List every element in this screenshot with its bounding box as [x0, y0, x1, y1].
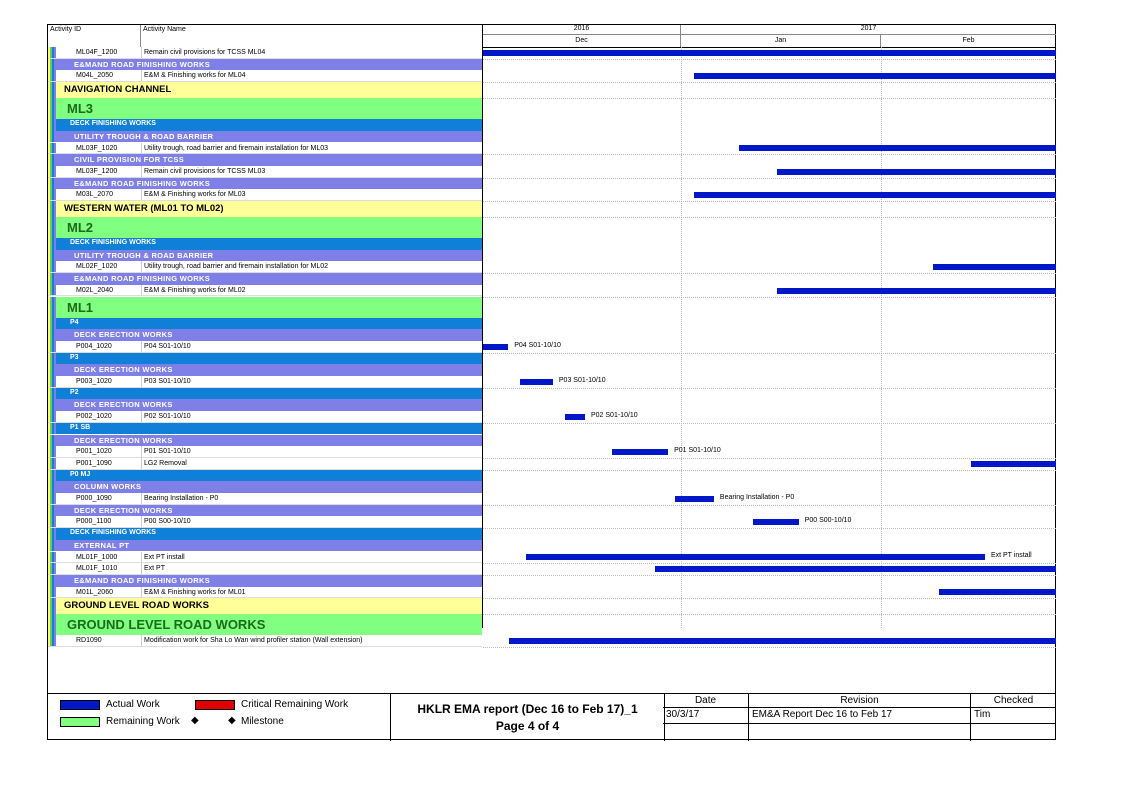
outline-stripes [48, 329, 58, 341]
activity-row[interactable] [48, 552, 482, 564]
row-gridline [483, 217, 1056, 218]
month-gridline [681, 47, 682, 628]
wbs-group-row[interactable] [48, 119, 482, 131]
outline-stripes [48, 411, 58, 422]
activity-id: ML03F_1200 [76, 167, 118, 175]
timescale [483, 25, 1056, 48]
row-gridline [483, 388, 1056, 389]
activity-name: Remain civil provisions for TCSS ML04 [141, 47, 486, 58]
outline-stripes [48, 493, 58, 504]
wbs-section-row[interactable] [48, 598, 482, 614]
group-label: DECK FINISHING WORKS [70, 529, 156, 537]
revision-cell: EM&A Report Dec 16 to Feb 17 [749, 708, 971, 724]
activity-row[interactable] [48, 47, 482, 59]
gantt-bar[interactable] [694, 192, 1056, 198]
outline-stripes [48, 423, 58, 435]
row-gridline [483, 458, 1056, 459]
wbs-group-row[interactable] [48, 318, 482, 330]
wbs-section-row[interactable] [48, 201, 482, 217]
row-gridline [483, 647, 1056, 648]
outline-stripes [48, 47, 58, 58]
group-label: EXTERNAL PT [74, 540, 130, 550]
row-gridline [483, 528, 1056, 529]
year-2017: 2017 [681, 25, 1056, 35]
activity-name: E&M & Finishing works for ML03 [141, 189, 486, 200]
gantt-bar[interactable] [753, 519, 799, 525]
empty-cell [663, 724, 749, 741]
outline-stripes [48, 217, 58, 238]
activity-row[interactable] [48, 411, 482, 423]
gantt-bar[interactable] [939, 589, 1056, 595]
year-2016: 2016 [483, 25, 681, 35]
month-feb: Feb [962, 37, 975, 44]
gantt-bar[interactable] [933, 264, 1056, 270]
outline-stripes [48, 285, 58, 296]
wbs-subgroup-row[interactable] [48, 575, 482, 587]
legend-footer [48, 693, 1055, 741]
legend-remaining-work: Remaining Work [106, 716, 180, 727]
group-label: ML1 [67, 299, 93, 315]
outline-stripes [48, 364, 58, 376]
legend-critical-remaining: Critical Remaining Work [241, 699, 349, 710]
remaining-work-swatch [60, 717, 100, 727]
activity-id: ML02F_1020 [76, 263, 118, 271]
gantt-bar[interactable] [612, 449, 668, 455]
activity-row[interactable] [48, 261, 482, 273]
outline-stripes [48, 575, 58, 587]
wbs-group-row[interactable] [48, 470, 482, 482]
wbs-group-row[interactable] [48, 353, 482, 365]
wbs-subgroup-row[interactable] [48, 273, 482, 285]
group-label: UTILITY TROUGH & ROAD BARRIER [74, 250, 214, 260]
group-label: P0 MJ [70, 470, 91, 478]
wbs-level-row[interactable] [48, 297, 482, 318]
group-label: P2 [70, 388, 79, 396]
bar-label: P00 S00-10/10 [804, 517, 852, 525]
activity-id: P004_1020 [76, 342, 112, 350]
gantt-bar[interactable] [483, 344, 508, 350]
activity-id-header[interactable]: Activity ID [48, 25, 141, 47]
activity-row[interactable] [48, 189, 482, 201]
outline-stripes [48, 552, 58, 563]
page-number: Page 4 of 4 [495, 719, 560, 733]
month-jan: Jan [681, 35, 881, 47]
activity-id: P001_1020 [76, 448, 112, 456]
row-gridline [483, 82, 1056, 83]
activity-row[interactable] [48, 70, 482, 82]
activity-row[interactable] [48, 563, 482, 575]
group-label: GROUND LEVEL ROAD WORKS [64, 600, 209, 612]
wbs-subgroup-row[interactable] [48, 131, 482, 143]
row-gridline [483, 505, 1056, 506]
outline-stripes [48, 388, 58, 400]
group-label: ML3 [67, 101, 93, 117]
gantt-bar[interactable] [520, 379, 553, 385]
empty-cell [971, 724, 1056, 741]
activity-id: M02L_2040 [76, 286, 113, 294]
activity-name: Utility trough, road barrier and firemain installation for ML02 [141, 261, 486, 272]
activity-name: E&M & Finishing works for ML01 [141, 587, 486, 598]
wbs-subgroup-row[interactable] [48, 540, 482, 552]
wbs-group-row[interactable] [48, 238, 482, 250]
gantt-chart-area [483, 47, 1056, 628]
outline-stripes [48, 166, 58, 177]
wbs-subgroup-row[interactable] [48, 364, 482, 376]
empty-cell [749, 724, 971, 741]
gantt-bar[interactable] [509, 638, 1056, 644]
group-label: E&MAND ROAD FINISHING WORKS [74, 178, 211, 188]
activity-row[interactable] [48, 376, 482, 388]
outline-stripes [48, 614, 58, 635]
group-label: DECK ERECTION WORKS [74, 505, 173, 515]
wbs-subgroup-row[interactable] [48, 481, 482, 493]
gantt-bar[interactable] [675, 496, 714, 502]
revision-header: Revision [749, 694, 971, 708]
gantt-bar[interactable] [971, 461, 1056, 467]
activity-name: LG2 Removal [141, 458, 486, 469]
group-label: UTILITY TROUGH & ROAD BARRIER [74, 131, 214, 141]
critical-remaining-swatch [195, 700, 235, 710]
group-label: COLUMN WORKS [74, 482, 142, 492]
row-gridline [483, 470, 1056, 471]
activity-name: Ext PT install [141, 552, 486, 563]
activity-id: P000_1090 [76, 495, 112, 502]
outline-stripes [48, 318, 58, 330]
wbs-group-row[interactable] [48, 423, 482, 435]
wbs-subgroup-row[interactable] [48, 250, 482, 262]
bar-label: Bearing Installation - P0 [719, 493, 795, 501]
legend-milestone: Milestone [241, 716, 284, 727]
report-title: HKLR EMA report (Dec 16 to Feb 17)_1 [417, 702, 638, 716]
gantt-bar[interactable] [777, 288, 1056, 294]
gantt-bar[interactable] [739, 145, 1056, 151]
group-label: CIVIL PROVISION FOR TCSS [74, 155, 184, 165]
outline-stripes [48, 505, 58, 517]
bar-label: P02 S01-10/10 [590, 411, 638, 419]
wbs-level-row[interactable] [48, 614, 482, 635]
outline-stripes [48, 273, 58, 285]
outline-stripes [48, 201, 58, 217]
activity-name: E&M & Finishing works for ML02 [141, 285, 486, 296]
outline-stripes [48, 98, 58, 119]
group-label: DECK FINISHING WORKS [70, 239, 156, 246]
actual-work-swatch [60, 700, 100, 710]
wbs-subgroup-row[interactable] [48, 59, 482, 71]
outline-stripes [48, 143, 58, 154]
group-label: E&MAND ROAD FINISHING WORKS [74, 575, 211, 585]
date-header: Date [663, 694, 749, 708]
activity-id: ML01F_1010 [76, 565, 118, 573]
group-label: DECK ERECTION WORKS [74, 365, 173, 375]
activity-id: M01L_2060 [76, 588, 113, 596]
group-label: WESTERN WATER (ML01 TO ML02) [64, 203, 224, 214]
activity-name: P01 S01-10/10 [141, 446, 486, 457]
month-gridline [881, 47, 882, 628]
diamond-icon: ◆ [191, 715, 199, 726]
row-gridline [483, 614, 1056, 615]
outline-stripes [48, 70, 58, 81]
outline-stripes [48, 154, 58, 166]
wbs-section-row[interactable] [48, 82, 482, 98]
outline-stripes [48, 399, 58, 411]
activity-name: Remain civil provisions for TCSS ML03 [141, 166, 486, 177]
outline-stripes [48, 189, 58, 200]
wbs-subgroup-row[interactable] [48, 399, 482, 411]
outline-stripes [48, 587, 58, 598]
row-gridline [483, 563, 1056, 564]
activity-name: Modification work for Sha Lo Wan wind profiler station (Wall extension) [141, 635, 486, 646]
wbs-level-row[interactable] [48, 217, 482, 238]
gantt-bar[interactable] [777, 169, 1056, 175]
outline-stripes [48, 470, 58, 482]
wbs-subgroup-row[interactable] [48, 154, 482, 166]
activity-name: P02 S01-10/10 [141, 411, 486, 422]
group-label: E&MAND ROAD FINISHING WORKS [74, 274, 211, 284]
row-gridline [483, 178, 1056, 179]
activity-id: RD1090 [76, 637, 102, 645]
group-label: P3 [70, 353, 79, 361]
row-gridline [483, 59, 1056, 60]
activity-id: ML03F_1020 [76, 144, 118, 152]
group-label: DECK ERECTION WORKS [74, 435, 173, 445]
row-gridline [483, 353, 1056, 354]
outline-stripes [48, 481, 58, 493]
activity-name: Bearing Installation - P0 [141, 493, 486, 504]
group-label: E&MAND ROAD FINISHING WORKS [74, 59, 211, 69]
report-title-box [390, 694, 665, 741]
wbs-subgroup-row[interactable] [48, 178, 482, 190]
group-label: P1 SB [70, 423, 91, 431]
gantt-bar[interactable] [526, 554, 985, 560]
activity-id: M04L_2050 [76, 72, 113, 80]
outline-stripes [48, 598, 58, 614]
group-label: NAVIGATION CHANNEL [64, 84, 172, 96]
activity-id: P001_1090 [76, 459, 112, 467]
activity-id: M03L_2070 [76, 191, 113, 199]
activity-row[interactable] [48, 166, 482, 178]
group-label: GROUND LEVEL ROAD WORKS [67, 617, 266, 633]
outline-stripes [48, 376, 58, 387]
activity-row[interactable] [48, 635, 482, 647]
activity-row[interactable] [48, 587, 482, 599]
row-gridline [483, 273, 1056, 274]
row-gridline [483, 598, 1056, 599]
row-gridline [483, 297, 1056, 298]
row-gridline [483, 154, 1056, 155]
group-label: DECK ERECTION WORKS [74, 400, 173, 410]
outline-stripes [48, 341, 58, 352]
outline-stripes [48, 435, 58, 447]
activity-row[interactable] [48, 493, 482, 505]
checked-cell: Tim [971, 708, 1056, 724]
activity-row[interactable] [48, 446, 482, 458]
activity-id: ML04F_1200 [76, 49, 118, 56]
activity-id: P003_1020 [76, 378, 112, 385]
activity-name: P04 S01-10/10 [141, 341, 486, 352]
outline-stripes [48, 82, 58, 98]
activity-name: E&M & Finishing works for ML04 [141, 70, 486, 81]
checked-header: Checked [971, 694, 1056, 708]
outline-stripes [48, 261, 58, 272]
activity-row[interactable] [48, 458, 482, 470]
group-label: DECK ERECTION WORKS [74, 330, 173, 340]
month-dec: Dec [483, 35, 681, 47]
milestone-diamond-icon: ◆ [228, 715, 236, 726]
outline-stripes [48, 635, 58, 646]
outline-stripes [48, 563, 58, 574]
group-label: DECK FINISHING WORKS [70, 120, 156, 128]
gantt-bar[interactable] [483, 50, 1056, 56]
outline-stripes [48, 119, 58, 131]
outline-stripes [48, 250, 58, 262]
outline-stripes [48, 297, 58, 318]
wbs-subgroup-row[interactable] [48, 329, 482, 341]
activity-id: P002_1020 [76, 413, 112, 421]
bar-label: Ext PT install [990, 552, 1032, 560]
gantt-bar[interactable] [655, 566, 1056, 572]
outline-stripes [48, 131, 58, 143]
activity-id: ML01F_1000 [76, 553, 118, 561]
activity-name: P03 S01-10/10 [141, 376, 486, 387]
revision-table [663, 694, 1056, 741]
gantt-frame [47, 24, 1056, 740]
outline-stripes [48, 446, 58, 457]
group-label: ML2 [67, 220, 93, 235]
row-gridline [483, 575, 1056, 576]
outline-stripes [48, 178, 58, 190]
group-label: P4 [70, 318, 79, 326]
bar-label: P01 S01-10/10 [674, 447, 721, 455]
row-gridline [483, 98, 1056, 99]
outline-stripes [48, 528, 58, 540]
legend-actual-work: Actual Work [106, 699, 160, 710]
outline-stripes [48, 540, 58, 552]
activity-name: Utility trough, road barrier and firemain installation for ML03 [141, 143, 486, 154]
wbs-level-row[interactable] [48, 98, 482, 119]
activity-row[interactable] [48, 341, 482, 353]
column-header [48, 25, 482, 48]
gantt-bar[interactable] [565, 414, 585, 420]
bar-label: P04 S01-10/10 [514, 341, 561, 349]
activity-row[interactable] [48, 516, 482, 528]
activity-name: P00 S00-10/10 [141, 516, 486, 527]
gantt-bar[interactable] [694, 73, 1056, 79]
activity-name-header[interactable]: Activity Name [143, 26, 186, 33]
activity-id: P000_1100 [76, 518, 112, 526]
outline-stripes [48, 353, 58, 365]
wbs-group-row[interactable] [48, 528, 482, 540]
date-cell: 30/3/17 [663, 708, 749, 724]
outline-stripes [48, 516, 58, 527]
wbs-group-row[interactable] [48, 388, 482, 400]
wbs-subgroup-row[interactable] [48, 435, 482, 447]
bar-label: P03 S01-10/10 [558, 376, 606, 384]
wbs-subgroup-row[interactable] [48, 505, 482, 517]
row-gridline [483, 201, 1056, 202]
row-gridline [483, 423, 1056, 424]
activity-row[interactable] [48, 285, 482, 297]
outline-stripes [48, 458, 58, 469]
activity-row[interactable] [48, 143, 482, 155]
outline-stripes [48, 238, 58, 250]
outline-stripes [48, 59, 58, 71]
activity-name: Ext PT [141, 563, 486, 574]
